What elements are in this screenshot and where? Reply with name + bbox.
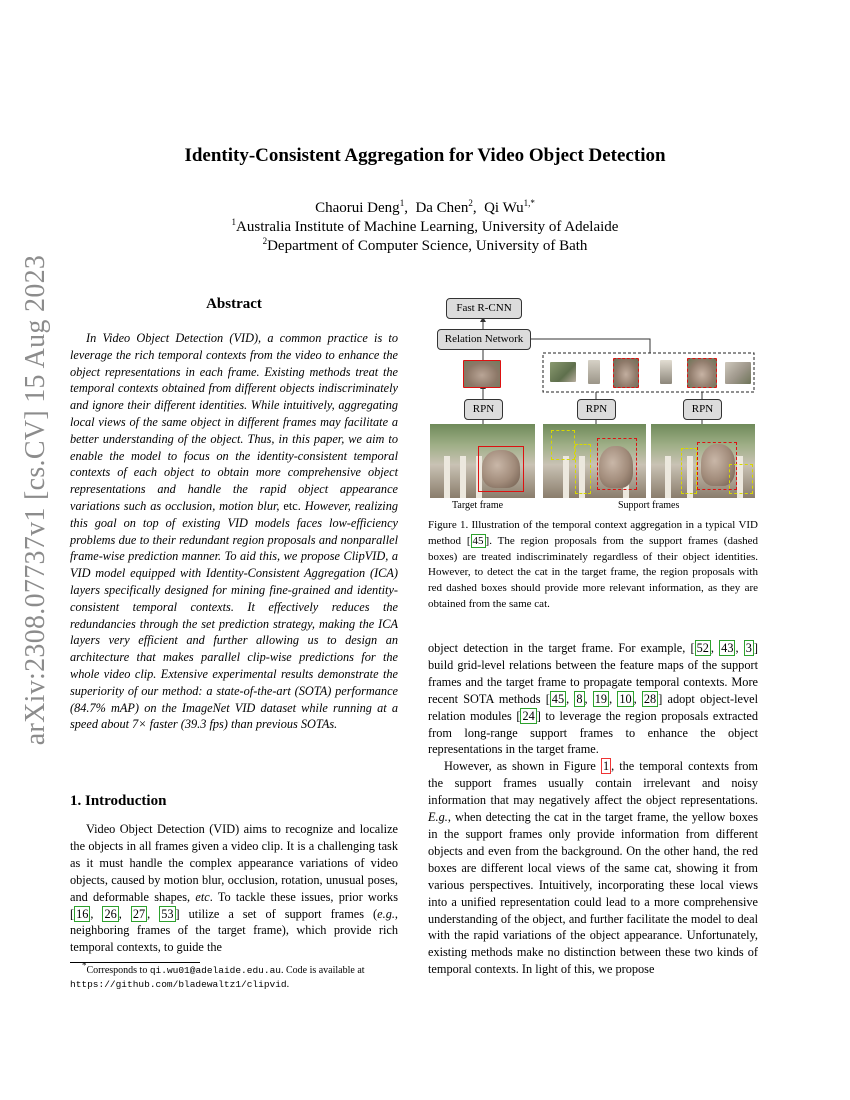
- footnote-mark: *: [82, 960, 87, 971]
- citation-link[interactable]: 19: [594, 691, 608, 706]
- body-text: adopt object-level relation modules: [428, 691, 759, 723]
- paragraph: object detection in the target frame. For example, [ 52 , 43 , 3 ] build grid-level relations between the feature maps of the support frames and the target frame to propagate temporal contexts. More recent SOTA methods [ 45 , 8 , 19 , 10 , 28 ] adopt object-level relation modules [ 24 ] to leverage the region proposals extracted from long-range support frames to enhance the object representations in the target frame.: [428, 641, 759, 757]
- intro-eg: e.g.: [377, 906, 395, 921]
- author-affil-mark: 2: [468, 198, 473, 208]
- abstract-heading: Abstract: [206, 296, 262, 312]
- affil-mark: 2: [262, 236, 268, 246]
- paragraph: [428, 758, 758, 978]
- support-proposal-thumb: [550, 362, 576, 382]
- email-link[interactable]: qi.wu01@adelaide.edu.au: [149, 965, 281, 976]
- fast-rcnn-block: Fast R-CNN: [446, 298, 522, 319]
- intro-text: Video Object Detection (VID) aims to recognize and localize the objects in all frames given a video clip. It is a challenging task as it must handle the complex appearance variations of video objects, caused by motion blur, occlusion, rotation, unusual poses, and deformable shapes,: [70, 822, 398, 904]
- citation-link[interactable]: 24: [522, 708, 535, 723]
- support-proposal-thumb: [613, 358, 639, 388]
- figure-caption: Figure 1. Illustration of the temporal context aggregation in a typical VID method [ 45 ]. The region proposals from the support frames (dashed boxes) are treated indiscriminately regardless of their object identities. However, to detect the cat in the target frame, the region proposals with red dashed boxes should provide more relevant information, as they are obtained from the same cat.: [428, 519, 758, 610]
- eg-text: E.g.: [428, 810, 448, 825]
- body-text: object detection in the target frame. For example,: [428, 641, 686, 655]
- right-column-body: [428, 640, 758, 978]
- target-frame-image: [430, 424, 535, 498]
- citation-link[interactable]: 10: [619, 691, 632, 706]
- affiliation-text: Australia Institute of Machine Learning, University of Adelaide: [236, 219, 619, 235]
- citation-link[interactable]: 53: [161, 906, 174, 921]
- body-text: However, as shown in Figure: [444, 759, 596, 774]
- affiliation-text: Department of Computer Science, University of Bath: [267, 238, 588, 254]
- affiliation-1: [100, 219, 750, 236]
- footnote-text: . Code is available at: [280, 965, 365, 976]
- arxiv-stamp: [6, 250, 66, 750]
- body-text: , when detecting the cat in the target frame, the yellow boxes in the support frames only provide information from different objects and even from the background. On the other hand, the red boxes are different local views of the same cat, showing it from various perspectives. Intuitively, incorporating these local views into a unified representation could lead to a more comprehensive understanding of the object, and further facilitate the model to deal with the rapid variations of the object appearance. Unfortunately, existing methods make no distinction between these two kinds of temporal contexts. In light of this, we propose: [428, 810, 758, 977]
- affiliation-2: [100, 238, 750, 255]
- caption-text: Figure 1. Illustration of the temporal context aggregation in a typical VID method: [428, 519, 758, 547]
- rpn-block: RPN: [464, 399, 503, 420]
- citation-link[interactable]: 52: [696, 641, 709, 655]
- section-heading-introduction: 1. Introduction: [70, 793, 167, 809]
- intro-etc: etc: [195, 889, 210, 904]
- intro-text: utilize a set of support frames (: [188, 906, 378, 921]
- author-affil-mark: 1: [399, 198, 405, 208]
- citation-link[interactable]: 27: [132, 906, 146, 921]
- support-frames-label: Support frames: [618, 500, 680, 511]
- paper-title: Identity-Consistent Aggregation for Video Object Detection: [184, 145, 666, 166]
- author-name: Qi Wu: [484, 200, 524, 216]
- citation-link[interactable]: 45: [472, 534, 484, 547]
- citation-link[interactable]: 43: [721, 641, 734, 655]
- caption-text: . The region proposals from the support frames (dashed boxes) are treated indiscriminately regardless of their object identities. However, to detect the cat in the target frame, the region proposals with red dashed boxes should provide more relevant information, as they are obtained from the same cat.: [428, 534, 758, 610]
- arxiv-id: arXiv:2308.07737v1 [cs.CV] 15 Aug 2023: [20, 254, 52, 746]
- figure-1: [428, 296, 758, 516]
- author-affil-mark: 1,*: [523, 198, 535, 208]
- code-url-link[interactable]: https://github.com/bladewaltz1/clipvid: [70, 979, 287, 990]
- abstract-etc: etc.: [283, 498, 301, 513]
- citation-link[interactable]: 3: [745, 641, 752, 655]
- affil-mark: 1: [231, 217, 237, 227]
- citation-link[interactable]: 26: [104, 906, 117, 921]
- target-proposal-thumb: [463, 360, 501, 388]
- intro-text: , neighboring frames of the target frame), which provide rich temporal contexts, to guide the: [70, 906, 398, 955]
- introduction-body: Video Object Detection (VID) aims to recognize and localize the objects in all frames given a video clip. It is a challenging task as it must handle the complex appearance variations of video objects, caused by motion blur, occlusion, rotation, unusual poses, and deformable shapes, etc. To tackle these issues, prior works [ 16 , 26 , 27 , 53 ] utilize a set of support frames (e.g., neighboring frames of the target frame), which provide rich temporal contexts, to guide the: [70, 822, 398, 955]
- citation-link[interactable]: 45: [551, 691, 565, 706]
- citation-link[interactable]: 28: [643, 691, 657, 706]
- abstract-body: [70, 330, 398, 733]
- relation-network-block: Relation Network: [437, 329, 531, 350]
- intro-text: . To tackle these issues, prior works: [209, 889, 398, 904]
- footnote: [70, 960, 398, 992]
- body-text: to leverage the region proposals extracted from long-range support frames to enhance the object representations in the target frame.: [428, 708, 758, 757]
- support-frame-image: [543, 424, 646, 498]
- rpn-block: RPN: [683, 399, 722, 420]
- body-text: build grid-level relations between the feature maps of the support frames and the target frame to propagate temporal contexts. More recent SOTA methods: [428, 657, 758, 706]
- abstract-text: However, realizing this goal on top of existing VID models faces low-efficiency problems due to their redundant region proposals and nonparallel frame-wise prediction manner. To aid this, we propose ClipVID, a VID model equipped with Identity-Consistent Aggregation (ICA) layers specifically designed for mining fine-grained and identity-consistent temporal contexts. It effectively reduces the redundancies through the set prediction strategy, making the ICA layers very efficient and further allowing us to design an architecture that makes parallel clip-wise predictions for the whole video clip. Extensive experimental results demonstrate the superiority of our method: a state-of-the-art (SOTA) performance (84.7% mAP) on the ImageNet VID dataset while running at a speed about 7× faster (39.3 fps) than previous SOTAs.: [70, 498, 399, 732]
- body-text: , the temporal contexts from the support frames usually contain irrelevant and noisy information that may negatively affect the object representations.: [428, 759, 759, 808]
- author-list: Chaorui Deng$^1$, Da Chen$^2$, Qi $Wu^{1,*}$: [315, 198, 535, 216]
- support-proposal-thumb: [725, 362, 751, 384]
- support-proposal-thumb: [660, 360, 672, 384]
- support-proposal-thumb: [588, 360, 600, 384]
- footnote-text: .: [286, 979, 290, 990]
- author-name: Da Chen: [415, 200, 469, 216]
- citation-link[interactable]: 8: [576, 691, 583, 706]
- figure-ref-link[interactable]: 1: [602, 759, 610, 774]
- abstract-text: In Video Object Detection (VID), a common practice is to leverage the rich temporal contexts from the video to enhance the object representations in each frame. Existing methods treat the temporal contexts obtained from different objects indiscriminately and ignore their different identities. While intuitively, aggregating local views of the same object in different frames may facilitate a better understanding of the object. Thus, in this paper, we aim to enable the model to focus on the identity-consistent temporal contexts of each object to obtain more comprehensive object representations and handle the rapid object appearance variations such as occlusion, motion blur,: [70, 331, 398, 513]
- author-name: Chaorui Deng: [315, 200, 400, 216]
- footnote-rule: [70, 962, 200, 963]
- support-proposal-thumb: [687, 358, 717, 388]
- support-frame-image: [651, 424, 755, 498]
- rpn-block: RPN: [577, 399, 616, 420]
- target-frame-label: Target frame: [452, 500, 504, 511]
- footnote-text: Corresponds to: [86, 965, 148, 976]
- citation-link[interactable]: 16: [76, 906, 89, 921]
